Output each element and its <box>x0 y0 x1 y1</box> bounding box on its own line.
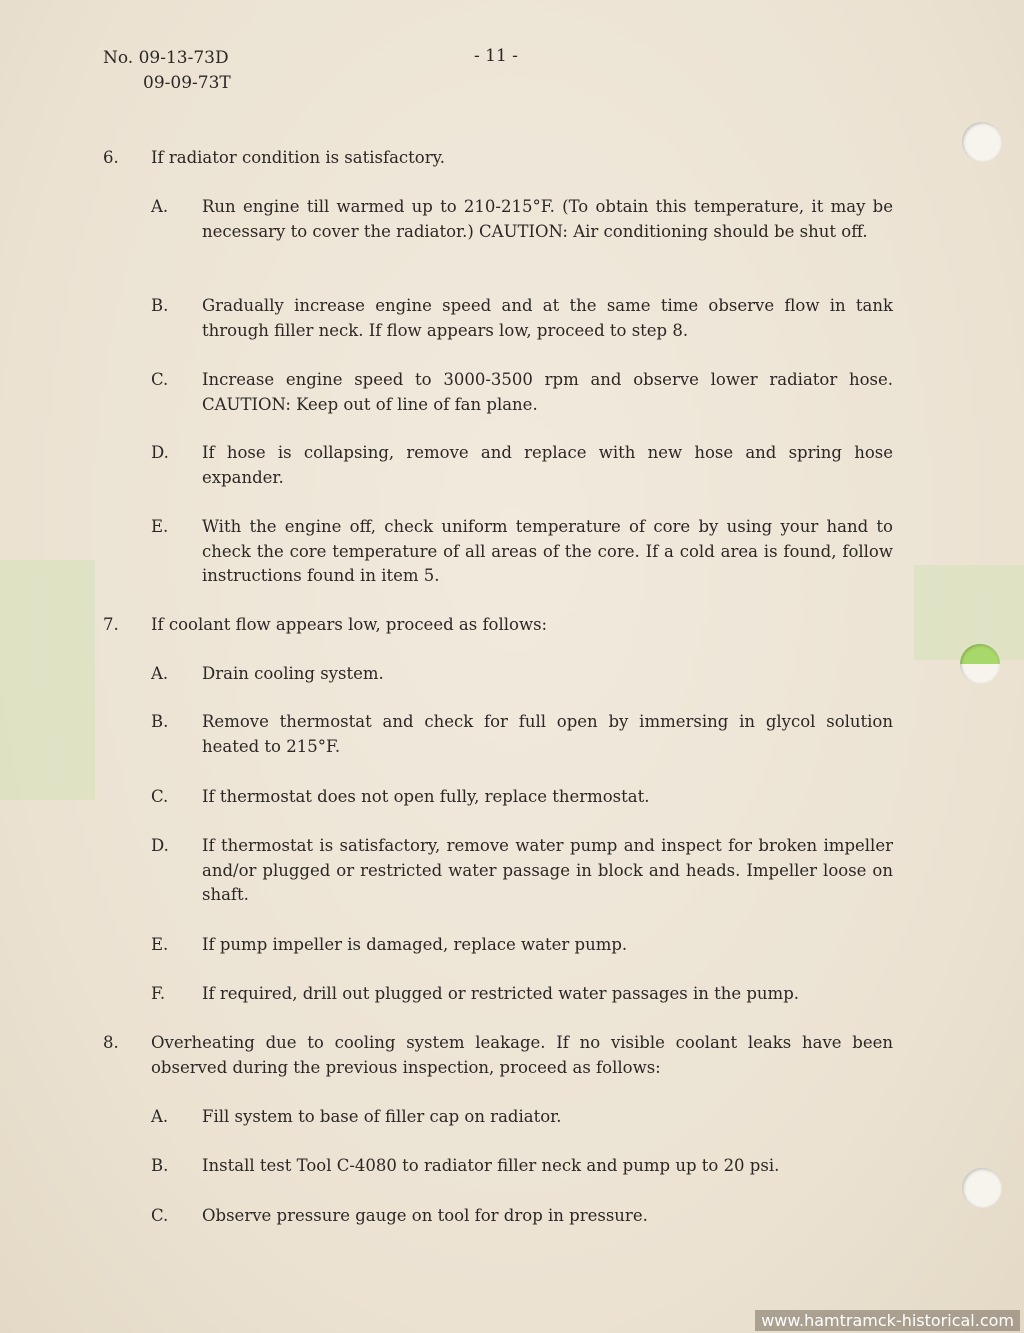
item-letter: D. <box>151 443 169 462</box>
item-number: 7. <box>103 615 119 634</box>
item-letter: C. <box>151 787 169 806</box>
item-letter: E. <box>151 935 169 954</box>
binder-hole <box>962 1168 1002 1208</box>
item-letter: C. <box>151 370 169 389</box>
item-text: Overheating due to cooling system leakage. If no visible coolant leaks have been observed during the previous inspection, proceed as follows: <box>151 1033 893 1077</box>
item-text: If coolant flow appears low, proceed as follows: <box>151 615 548 634</box>
page-number: - 11 - <box>474 46 518 66</box>
item-text: Gradually increase engine speed and at the same time observe flow in tank through filler neck. If flow appears low, proceed to step 8. <box>202 296 893 340</box>
item-text: Install test Tool C-4080 to radiator filler neck and pump up to 20 psi. <box>202 1156 780 1175</box>
item-number: 6. <box>103 148 119 167</box>
item-letter: D. <box>151 836 169 855</box>
item-text: With the engine off, check uniform temperature of core by using your hand to check the core temperature of all areas of the core. If a cold area is found, follow instructions found in item 5. <box>202 517 893 585</box>
item-text: Increase engine speed to 3000-3500 rpm and observe lower radiator hose. CAUTION: Keep out of line of fan plane. <box>202 370 893 414</box>
item-text: If radiator condition is satisfactory. <box>151 148 446 167</box>
item-letter: F. <box>151 984 166 1003</box>
document-number-line1: No. 09-13-73D <box>103 48 229 68</box>
item-text: Fill system to base of filler cap on radiator. <box>202 1107 562 1126</box>
item-letter: C. <box>151 1206 169 1225</box>
item-letter: A. <box>151 1107 169 1126</box>
item-text: If required, drill out plugged or restricted water passages in the pump. <box>202 984 799 1003</box>
site-watermark: www.hamtramck-historical.com <box>755 1310 1020 1331</box>
binder-hole <box>960 644 1000 684</box>
item-letter: A. <box>151 197 169 216</box>
item-text: If pump impeller is damaged, replace water pump. <box>202 935 628 954</box>
item-number: 8. <box>103 1033 119 1052</box>
document-number <box>103 46 231 96</box>
item-letter: A. <box>151 664 169 683</box>
item-text: Remove thermostat and check for full open by immersing in glycol solution heated to 215°F. <box>202 712 893 756</box>
item-text: Drain cooling system. <box>202 664 384 683</box>
item-letter: E. <box>151 517 169 536</box>
paper-stain <box>0 560 95 800</box>
item-letter: B. <box>151 1156 169 1175</box>
item-text: Run engine till warmed up to 210-215°F. (To obtain this temperature, it may be necessary to cover the radiator.) CAUTION: Air conditioning should be shut off. <box>202 197 893 241</box>
document-number-line2: 09-09-73T <box>143 73 231 93</box>
item-text: If thermostat is satisfactory, remove water pump and inspect for broken impeller and/or plugged or restricted water passage in block and heads. Impeller loose on shaft. <box>202 836 893 904</box>
item-text: Observe pressure gauge on tool for drop in pressure. <box>202 1206 648 1225</box>
item-letter: B. <box>151 712 169 731</box>
binder-hole <box>962 122 1002 162</box>
item-text: If hose is collapsing, remove and replace with new hose and spring hose expander. <box>202 443 893 487</box>
item-letter: B. <box>151 296 169 315</box>
item-text: If thermostat does not open fully, replace thermostat. <box>202 787 650 806</box>
